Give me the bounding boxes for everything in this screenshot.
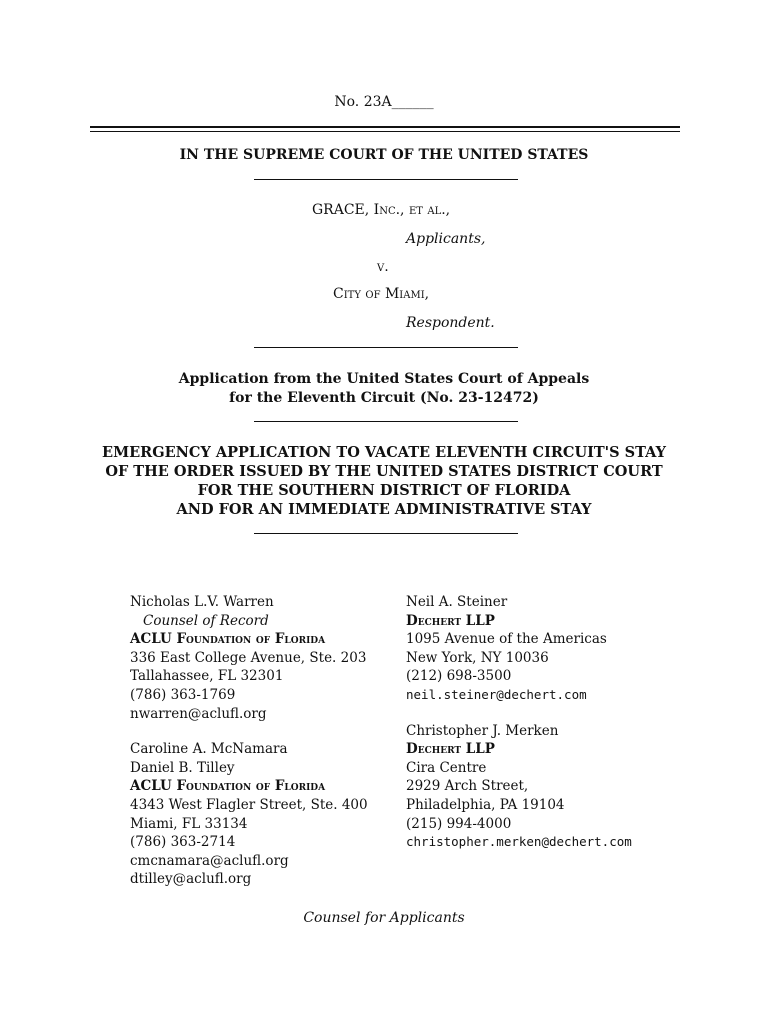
counsel-address: Miami, FL 33134: [130, 815, 248, 832]
counsel-name: Nicholas L.V. Warren: [130, 594, 274, 610]
counsel-role: Counsel of Record: [143, 612, 269, 629]
left-counsel-column: [130, 593, 368, 889]
counsel-address: Cira Centre: [406, 759, 487, 776]
court-heading: IN THE SUPREME COURT OF THE UNITED STATES: [179, 147, 589, 163]
counsel-address: 1095 Avenue of the Americas: [406, 631, 607, 648]
counsel-email: christopher.merken@dechert.com: [406, 834, 632, 850]
counsel-for-applicants: Counsel for Applicants: [303, 910, 465, 926]
docket-number: No. 23A______: [334, 94, 434, 110]
counsel-address: 2929 Arch Street,: [406, 778, 529, 795]
application-from: Application from the United States Court of Appeals for the Eleventh Circuit (No. 23-12472): [178, 371, 590, 406]
counsel-address: Philadelphia, PA 19104: [406, 796, 565, 813]
counsel-firm: ACLU Foundation of Florida: [130, 778, 326, 795]
divider-rule: [254, 533, 518, 534]
counsel-name: Caroline A. McNamara: [130, 741, 288, 758]
counsel-phone: (215) 994-4000: [406, 815, 512, 832]
counsel-firm: ACLU Foundation of Florida: [130, 631, 326, 648]
respondent-role: Respondent.: [406, 315, 495, 331]
applicants-role: Applicants,: [406, 231, 486, 247]
counsel-firm: Dechert LLP: [406, 741, 495, 758]
counsel-email: dtilley@aclufl.org: [130, 871, 252, 888]
counsel-address: 336 East College Avenue, Ste. 203: [130, 649, 367, 666]
counsel-name: Daniel B. Tilley: [130, 759, 235, 776]
counsel-address: Tallahassee, FL 32301: [130, 668, 284, 685]
counsel-phone: (212) 698-3500: [406, 668, 512, 685]
counsel-phone: (786) 363-2714: [130, 834, 236, 851]
divider-rule: [254, 347, 518, 348]
counsel-email: nwarren@aclufl.org: [130, 705, 267, 722]
counsel-email: neil.steiner@dechert.com: [406, 686, 587, 702]
respondent-name: City of Miami,: [333, 286, 430, 302]
counsel-address: New York, NY 10036: [406, 649, 549, 666]
double-rule-top: [90, 126, 680, 128]
divider-rule: [254, 179, 518, 180]
counsel-address: 4343 West Flagler Street, Ste. 400: [130, 796, 368, 813]
right-counsel-column: [406, 593, 632, 852]
versus: v.: [377, 259, 389, 275]
counsel-phone: (786) 363-1769: [130, 686, 236, 703]
counsel-name: Christopher J. Merken: [406, 722, 559, 739]
counsel-name: Neil A. Steiner: [406, 594, 508, 610]
double-rule-bottom: [90, 131, 680, 132]
counsel-email: cmcnamara@aclufl.org: [130, 852, 289, 869]
divider-rule: [254, 421, 518, 422]
application-title: EMERGENCY APPLICATION TO VACATE ELEVENTH CIRCUIT'S STAY OF THE ORDER ISSUED BY THE UNITED STATES DISTRICT COURT FOR THE SOUTHERN DISTRICT OF FLORIDA AND FOR AN IMMEDIATE ADMINISTRATIVE STAY: [102, 444, 666, 518]
counsel-firm: Dechert LLP: [406, 612, 495, 629]
applicants-name: GRACE, Inc., et al.,: [312, 202, 451, 218]
